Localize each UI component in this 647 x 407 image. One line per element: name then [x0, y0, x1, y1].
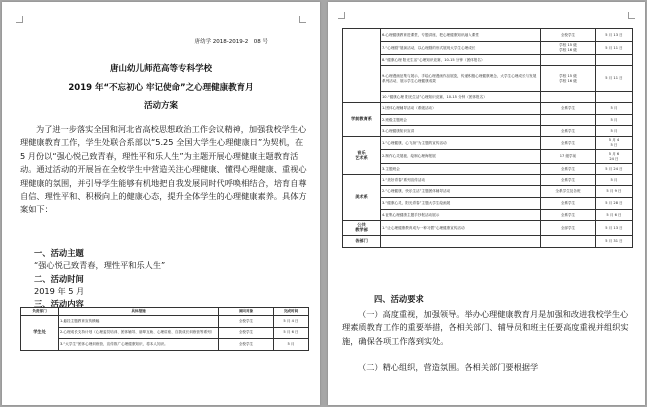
theme-text: “强心悦己致青春，理性平和乐人生” [34, 260, 166, 270]
table-cell: 7.“心理剧”展演活动，以心理剧的形式展现大学生心理成长 [381, 42, 541, 55]
document-number: 唐幼学 2018-2019-2 08 号 [194, 39, 268, 45]
table-cell: 5 月 [596, 175, 633, 186]
table-cell: 6.心理健康教育进课堂，专题讲座，把心理健康知识融入课堂 [381, 29, 541, 42]
table-cell: 5 月 4 5 日 [596, 137, 633, 150]
activity-table-continued [342, 28, 633, 248]
table-cell: 5 月 13 日 [596, 29, 633, 42]
table-row [343, 150, 633, 164]
table-row [343, 210, 633, 221]
intro-paragraph: 为了进一步落实全国和河北省高校思想政治工作会议精神，加强我校学生心理健康教育工作，学生处联合系部以“5.25 全国大学生心理健康日”为契机，在 5 月份以“强心悦己致青春，理性平和乐人生”为主题开展心理健康主题教育活动。通过活动的开展旨在全校学生中营造关注心理健康、懂得心理健康、重视心理健康的氛围，并引导学生能够有机地把自我发展同时代呼唤相结合，培育自尊自信、理性平和、积极向上的健康心态，提升全体学生的心理健康素养。具体方案如下： [20, 124, 307, 215]
table-cell: 全校学生 [219, 339, 274, 351]
section-heading-content: 三、活动内容 [34, 299, 84, 309]
table-cell: 1.团体心理辅导活动（系级活动） [381, 103, 541, 115]
table-row [343, 198, 633, 210]
department-cell: 学前教育系 [343, 103, 381, 137]
margin-corner-mark [628, 12, 635, 19]
table-cell: 全系学生 [541, 103, 596, 115]
table-cell: 9.心理漫画征集与展示，手绘心理漫画作品展览，传递积极心理健康理念，大学生心理成长与发展系列活动，展示学生心理健康成果 [381, 66, 541, 92]
table-cell [541, 236, 596, 248]
department-cell: 美术系 [343, 175, 381, 221]
table-row [343, 103, 633, 115]
school-name: 唐山幼儿师范高等专科学校 [109, 64, 212, 74]
document-page-left [2, 2, 320, 405]
table-row [343, 66, 633, 92]
document-title: 2019 年“不忘初心 牢记使命”之心理健康教育月 [68, 83, 254, 93]
table-cell: 1.悬挂主题教育宣传横幅 [59, 316, 219, 328]
document-page-right [328, 2, 645, 405]
table-cell: 3.“健康心灵，阳光青春”主题大学生绘画展 [381, 198, 541, 210]
table-header-cell: 完成时间 [274, 308, 309, 316]
margin-corner-mark [16, 16, 23, 23]
table-row [343, 175, 633, 186]
table-cell: 3.主题班会 [381, 164, 541, 175]
table-cell: 2.制作心灵展板、绘制心理海报展 [381, 150, 541, 164]
table-row [343, 236, 633, 248]
department-cell: 各部门 [343, 236, 381, 248]
table-row [343, 137, 633, 150]
table-row [21, 316, 309, 328]
table-cell: 5 月 [596, 126, 633, 137]
table-cell: 全系学生 [541, 175, 596, 186]
table-cell: 2.“心理健康，快乐生活”主题团体辅导活动 [381, 186, 541, 198]
table-cell: 全系学生 [541, 164, 596, 175]
table-row [343, 115, 633, 126]
table-cell: 全系学生 [541, 126, 596, 137]
table-cell: 5 月 [596, 103, 633, 115]
table-cell: 5 月 6 24 日 [596, 150, 633, 164]
table-row [343, 55, 633, 66]
table-cell: 3.心理健康知识宣讲 [381, 126, 541, 137]
table-cell: 全系学生及各班 [541, 186, 596, 198]
table-cell [381, 236, 541, 248]
table-row [343, 92, 633, 103]
table-header-cell: 具体措施 [59, 308, 219, 316]
table-row [21, 327, 309, 339]
table-cell: 全校学生 [219, 316, 274, 328]
time-text: 2019 年 5 月 [34, 286, 85, 296]
table-row [21, 339, 309, 351]
table-cell [541, 115, 596, 126]
table-cell: 5 月 24 日 [596, 164, 633, 175]
table-header-cell: 面向对象 [219, 308, 274, 316]
table-cell: 1.“让心理健康教育成为一种习惯”心理健康宣传活动 [381, 221, 541, 236]
table-cell: 5 月 4 日 [274, 316, 309, 328]
department-cell [343, 29, 381, 103]
table-cell: 1.“心理健康，心飞扬”为主题的宣传活动 [381, 137, 541, 150]
table-cell: 2.心理成长支持计划（心理委员培训、团体辅导、朋辈互助、心理讲座、自我成长训练营等系列） [59, 327, 219, 339]
department-cell: 音乐 艺术系 [343, 137, 381, 175]
table-cell: 全校学生 [219, 327, 274, 339]
table-cell: 5 月 11 日 [596, 66, 633, 92]
margin-corner-mark [338, 12, 345, 19]
table-cell: 5 月 13 日 [596, 221, 633, 236]
table-cell: 5 月 6 日 [274, 327, 309, 339]
table-cell: 2.班级主题班会 [381, 115, 541, 126]
table-cell: 10.“健康心理 阳光生活”心理知识竞赛，10-15 分钟（团体报名） [381, 92, 541, 103]
table-row [343, 186, 633, 198]
table-cell: 5 月 31 日 [596, 236, 633, 248]
table-cell: 学校 15 级 学校 16 级 [541, 42, 596, 55]
table-cell: 5 月 [274, 339, 309, 351]
requirement-paragraph-2: （二）精心组织，营造氛围。各相关部门要根据学 [358, 362, 539, 372]
requirement-paragraph-1: （一）高度重视，加强领导。举办心理健康教育月是加强和改进我校学生心理素质教育工作的重要举措，各相关部门、辅导员和班主任要高度重视并组织实施，确保各项工作落到实处。 [342, 309, 629, 346]
table-cell: 8.“健康心理 阳光生活”心理知识竞赛，10-15 分钟（团体报名） [381, 55, 541, 66]
margin-corner-mark [299, 16, 306, 23]
table-row [343, 221, 633, 236]
table-cell: 5 月 28 日 [596, 198, 633, 210]
table-cell [596, 55, 633, 66]
document-subtitle: 活动方案 [143, 101, 178, 111]
table-cell: 3.“大学生”团体心理训练营，宣传推广心理健康知识，将本人知识。 [59, 339, 219, 351]
table-cell: 1.“美好青春”系列宣传活动 [381, 175, 541, 186]
table-cell [541, 55, 596, 66]
table-cell: 5 月 11 日 [596, 42, 633, 55]
table-cell [541, 92, 596, 103]
table-cell [596, 92, 633, 103]
section-heading-time: 二、活动时间 [34, 274, 84, 284]
table-header-cell: 负责部门 [21, 308, 59, 316]
table-cell: 学校 15 级 学校 16 级 [541, 66, 596, 92]
table-row [343, 164, 633, 175]
table-cell: 全系学生 [541, 137, 596, 150]
table-cell: 全校学生 [541, 29, 596, 42]
table-row [343, 126, 633, 137]
department-cell: 学生处 [21, 316, 59, 351]
table-row [343, 42, 633, 55]
table-cell: 4.征集心理健康主题手抄报活动展示 [381, 210, 541, 221]
table-header-row [21, 308, 309, 316]
section-heading-theme: 一、活动主题 [34, 248, 84, 258]
table-cell: 17 级学前 [541, 150, 596, 164]
section-heading-requirements: 四、活动要求 [374, 294, 424, 304]
department-cell: 公共 教学部 [343, 221, 381, 236]
table-cell: 5 月 9 日 [596, 186, 633, 198]
table-cell: 5 月 [596, 115, 633, 126]
table-cell: 5 月 6 日 [596, 210, 633, 221]
table-cell: 全系学生 [541, 198, 596, 210]
table-cell: 全部学生 [541, 221, 596, 236]
activity-table [20, 307, 309, 351]
table-cell: 全系学生 [541, 210, 596, 221]
table-row [343, 29, 633, 42]
